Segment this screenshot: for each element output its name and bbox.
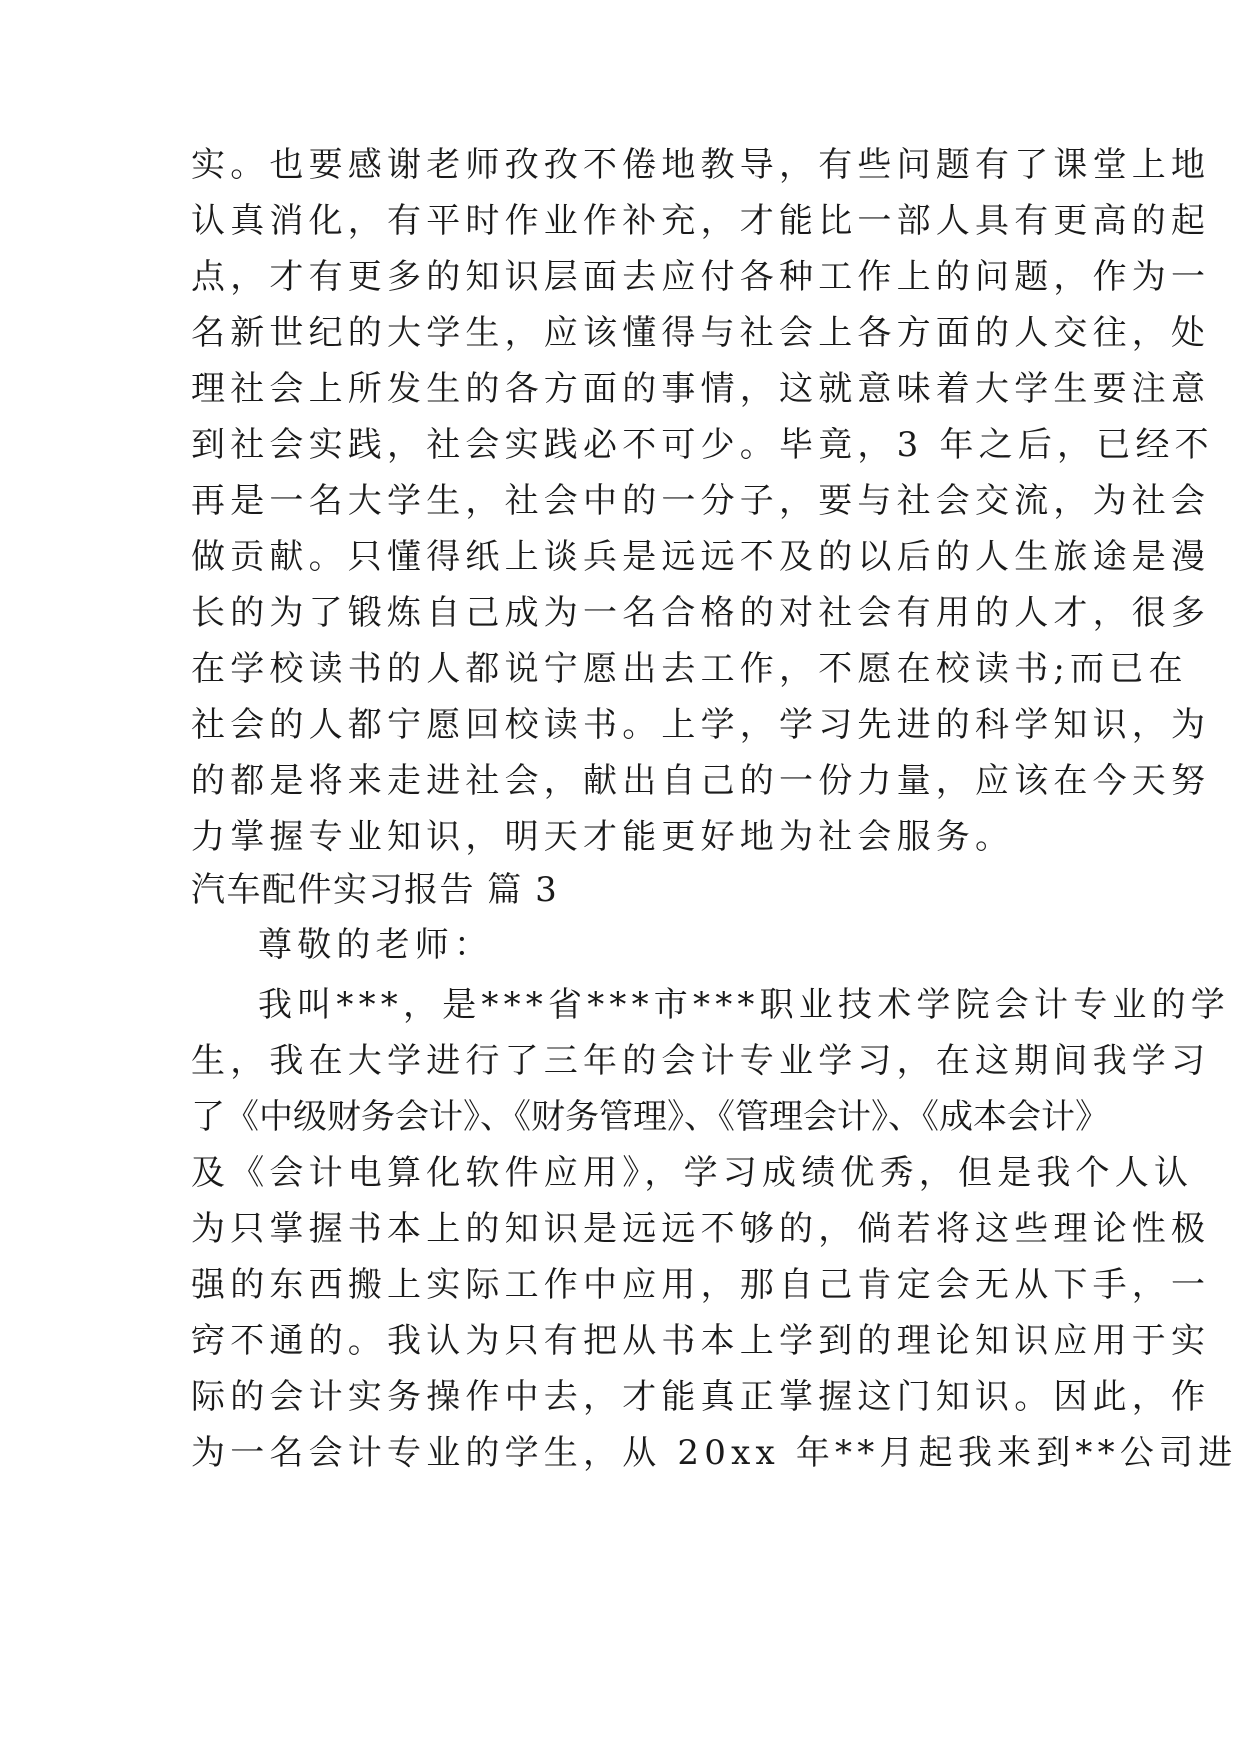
letter-line: 了《中级财务会计》、《财务管理》、《管理会计》、《成本会计》: [191, 1097, 1109, 1137]
paragraph-line: 的都是将来走进社会，献出自己的一份力量，应该在今天努: [191, 761, 1211, 801]
letter-line: 为只掌握书本上的知识是远远不够的，倘若将这些理论性极: [191, 1209, 1211, 1249]
paragraph-line: 认真消化，有平时作业作补充，才能比一部人具有更高的起: [191, 201, 1211, 241]
paragraph-line: 到社会实践，社会实践必不可少。毕竟，3 年之后，已经不: [191, 425, 1214, 465]
paragraph-line: 力掌握专业知识，明天才能更好地为社会服务。: [191, 817, 1015, 857]
paragraph-line: 点，才有更多的知识层面去应付各种工作上的问题，作为一: [191, 257, 1211, 297]
paragraph-line: 实。也要感谢老师孜孜不倦地教导，有些问题有了课堂上地: [191, 145, 1211, 185]
salutation: 尊敬的老师：: [258, 925, 494, 965]
paragraph-line: 理社会上所发生的各方面的事情，这就意味着大学生要注意: [191, 369, 1211, 409]
paragraph-line: 长的为了锻炼自己成为一名合格的对社会有用的人才，很多: [191, 593, 1211, 633]
letter-line: 为一名会计专业的学生，从 20xx 年**月起我来到**公司进: [191, 1433, 1238, 1473]
letter-line: 际的会计实务操作中去，才能真正掌握这门知识。因此，作: [191, 1377, 1211, 1417]
letter-line: 生，我在大学进行了三年的会计专业学习，在这期间我学习: [191, 1041, 1211, 1081]
paragraph-line: 做贡献。只懂得纸上谈兵是远远不及的以后的人生旅途是漫: [191, 537, 1211, 577]
paragraph-line: 社会的人都宁愿回校读书。上学，学习先进的科学知识，为: [191, 705, 1211, 745]
paragraph-line: 名新世纪的大学生，应该懂得与社会上各方面的人交往，处: [191, 313, 1211, 353]
letter-line: 及《会计电算化软件应用》，学习成绩优秀，但是我个人认: [191, 1153, 1194, 1193]
letter-line: 窍不通的。我认为只有把从书本上学到的理论知识应用于实: [191, 1321, 1211, 1361]
letter-first-line: 我叫***，是***省***市***职业技术学院会计专业的学: [258, 985, 1230, 1025]
letter-line: 强的东西搬上实际工作中应用，那自己肯定会无从下手，一: [191, 1265, 1211, 1305]
paragraph-line: 再是一名大学生，社会中的一分子，要与社会交流，为社会: [191, 481, 1211, 521]
paragraph-line: 在学校读书的人都说宁愿出去工作，不愿在校读书;而已在: [191, 649, 1188, 689]
section-heading: 汽车配件实习报告 篇 3: [191, 870, 559, 910]
